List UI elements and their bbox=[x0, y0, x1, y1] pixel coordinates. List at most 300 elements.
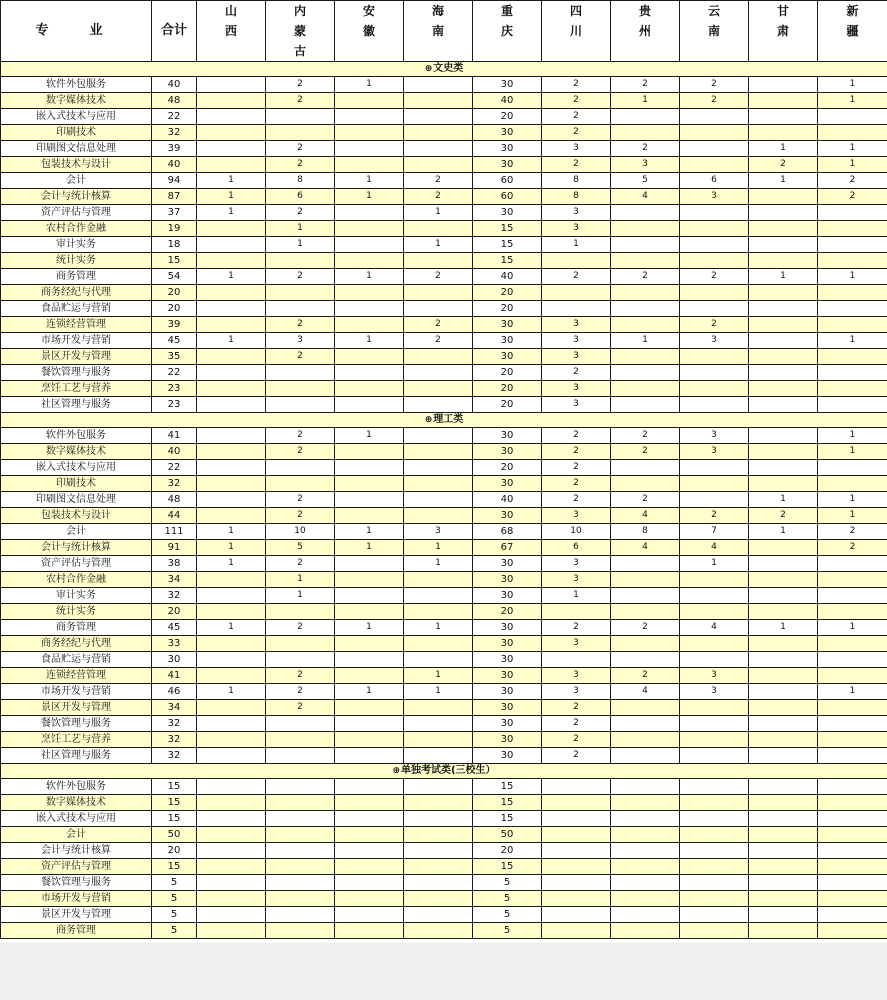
province-quota-cell bbox=[749, 923, 818, 939]
province-quota-cell bbox=[404, 779, 473, 795]
major-name: 会计 bbox=[1, 827, 152, 843]
major-name: 农村合作金融 bbox=[1, 572, 152, 588]
table-row bbox=[1, 141, 887, 157]
province-quota-cell: 2 bbox=[266, 668, 335, 684]
province-quota-cell: 5 bbox=[266, 540, 335, 556]
province-quota-cell: 1 bbox=[818, 333, 887, 349]
total-cell: 5 bbox=[152, 875, 197, 891]
total-cell: 5 bbox=[152, 891, 197, 907]
province-quota-cell: 4 bbox=[680, 540, 749, 556]
major-name: 软件外包服务 bbox=[1, 428, 152, 444]
province-quota-cell bbox=[749, 636, 818, 652]
province-quota-cell: 40 bbox=[473, 93, 542, 109]
province-quota-cell bbox=[404, 397, 473, 413]
province-quota-cell: 3 bbox=[542, 556, 611, 572]
province-quota-cell: 20 bbox=[473, 301, 542, 317]
province-quota-cell bbox=[404, 125, 473, 141]
province-quota-cell: 5 bbox=[473, 891, 542, 907]
province-quota-cell bbox=[404, 476, 473, 492]
total-cell: 20 bbox=[152, 843, 197, 859]
province-quota-cell bbox=[680, 157, 749, 173]
section-title: 理工类 bbox=[433, 414, 464, 425]
province-quota-cell: 3 bbox=[680, 189, 749, 205]
province-quota-cell: 20 bbox=[473, 109, 542, 125]
header-major: 专 业 bbox=[1, 1, 152, 62]
header-province bbox=[197, 1, 266, 62]
province-quota-cell bbox=[197, 508, 266, 524]
province-quota-cell: 2 bbox=[542, 700, 611, 716]
total-cell: 15 bbox=[152, 779, 197, 795]
table-row bbox=[1, 253, 887, 269]
province-quota-cell: 2 bbox=[611, 269, 680, 285]
province-quota-cell bbox=[818, 253, 887, 269]
province-quota-cell: 3 bbox=[542, 141, 611, 157]
province-quota-cell bbox=[542, 301, 611, 317]
section-title-cell[interactable] bbox=[1, 764, 887, 779]
province-quota-cell: 1 bbox=[818, 492, 887, 508]
header-province-char: 安 bbox=[362, 4, 375, 18]
total-cell: 15 bbox=[152, 859, 197, 875]
province-quota-cell bbox=[197, 301, 266, 317]
province-quota-cell bbox=[266, 125, 335, 141]
total-cell: 44 bbox=[152, 508, 197, 524]
province-quota-cell: 7 bbox=[680, 524, 749, 540]
expand-group-icon[interactable]: ⊕ bbox=[424, 64, 433, 74]
province-quota-cell bbox=[680, 221, 749, 237]
province-quota-cell: 2 bbox=[680, 269, 749, 285]
total-cell: 5 bbox=[152, 923, 197, 939]
province-quota-cell: 4 bbox=[611, 684, 680, 700]
province-quota-cell bbox=[404, 285, 473, 301]
province-quota-cell bbox=[335, 157, 404, 173]
province-quota-cell: 20 bbox=[473, 843, 542, 859]
province-quota-cell bbox=[749, 572, 818, 588]
major-name: 印刷图文信息处理 bbox=[1, 492, 152, 508]
province-quota-cell bbox=[749, 460, 818, 476]
total-cell: 18 bbox=[152, 237, 197, 253]
province-quota-cell bbox=[404, 492, 473, 508]
province-quota-cell bbox=[749, 109, 818, 125]
section-title-cell[interactable] bbox=[1, 413, 887, 428]
province-quota-cell bbox=[335, 779, 404, 795]
province-quota-cell: 30 bbox=[473, 444, 542, 460]
province-quota-cell: 6 bbox=[680, 173, 749, 189]
province-quota-cell bbox=[749, 77, 818, 93]
province-quota-cell bbox=[197, 125, 266, 141]
province-quota-cell: 30 bbox=[473, 572, 542, 588]
province-quota-cell: 3 bbox=[542, 397, 611, 413]
province-quota-cell: 1 bbox=[818, 93, 887, 109]
province-quota-cell: 1 bbox=[818, 684, 887, 700]
province-quota-cell: 1 bbox=[266, 572, 335, 588]
total-cell: 32 bbox=[152, 732, 197, 748]
province-quota-cell bbox=[404, 748, 473, 764]
province-quota-cell bbox=[818, 397, 887, 413]
province-quota-cell bbox=[818, 349, 887, 365]
province-quota-cell bbox=[335, 349, 404, 365]
total-cell: 20 bbox=[152, 285, 197, 301]
province-quota-cell: 15 bbox=[473, 795, 542, 811]
header-province bbox=[542, 1, 611, 62]
province-quota-cell bbox=[680, 843, 749, 859]
province-quota-cell bbox=[749, 285, 818, 301]
table-row bbox=[1, 748, 887, 764]
major-name: 市场开发与营销 bbox=[1, 684, 152, 700]
province-quota-cell: 30 bbox=[473, 476, 542, 492]
province-quota-cell bbox=[611, 716, 680, 732]
province-quota-cell bbox=[335, 492, 404, 508]
total-cell: 40 bbox=[152, 444, 197, 460]
total-cell: 41 bbox=[152, 668, 197, 684]
header-province-char: 新 bbox=[846, 4, 859, 18]
province-quota-cell: 5 bbox=[611, 173, 680, 189]
province-quota-cell: 2 bbox=[266, 141, 335, 157]
province-quota-cell bbox=[404, 253, 473, 269]
province-quota-cell: 30 bbox=[473, 636, 542, 652]
province-quota-cell bbox=[680, 732, 749, 748]
province-quota-cell bbox=[749, 428, 818, 444]
province-quota-cell: 2 bbox=[266, 684, 335, 700]
province-quota-cell bbox=[818, 109, 887, 125]
expand-group-icon[interactable]: ⊕ bbox=[424, 415, 433, 425]
province-quota-cell bbox=[335, 668, 404, 684]
province-quota-cell: 68 bbox=[473, 524, 542, 540]
province-quota-cell: 2 bbox=[266, 492, 335, 508]
province-quota-cell bbox=[680, 460, 749, 476]
province-quota-cell: 1 bbox=[749, 524, 818, 540]
province-quota-cell bbox=[335, 301, 404, 317]
province-quota-cell: 20 bbox=[473, 365, 542, 381]
province-quota-cell: 2 bbox=[749, 157, 818, 173]
table-row bbox=[1, 189, 887, 205]
province-quota-cell bbox=[818, 221, 887, 237]
province-quota-cell: 20 bbox=[473, 285, 542, 301]
province-quota-cell bbox=[335, 604, 404, 620]
province-quota-cell: 1 bbox=[611, 333, 680, 349]
table-row bbox=[1, 205, 887, 221]
province-quota-cell bbox=[197, 444, 266, 460]
table-row bbox=[1, 588, 887, 604]
province-quota-cell bbox=[197, 428, 266, 444]
province-quota-cell bbox=[404, 109, 473, 125]
province-quota-cell: 1 bbox=[404, 556, 473, 572]
table-row bbox=[1, 492, 887, 508]
province-quota-cell: 1 bbox=[818, 77, 887, 93]
province-quota-cell: 1 bbox=[542, 588, 611, 604]
table-row bbox=[1, 428, 887, 444]
province-quota-cell: 3 bbox=[680, 444, 749, 460]
province-quota-cell bbox=[680, 859, 749, 875]
province-quota-cell: 30 bbox=[473, 668, 542, 684]
table-row bbox=[1, 843, 887, 859]
total-cell: 22 bbox=[152, 109, 197, 125]
province-quota-cell bbox=[197, 77, 266, 93]
major-name: 餐饮管理与服务 bbox=[1, 716, 152, 732]
province-quota-cell bbox=[542, 811, 611, 827]
section-title: 文史类 bbox=[433, 63, 464, 74]
province-quota-cell: 15 bbox=[473, 221, 542, 237]
province-quota-cell bbox=[818, 811, 887, 827]
province-quota-cell bbox=[266, 907, 335, 923]
province-quota-cell: 1 bbox=[404, 668, 473, 684]
province-quota-cell bbox=[266, 109, 335, 125]
province-quota-cell bbox=[335, 365, 404, 381]
total-cell: 50 bbox=[152, 827, 197, 843]
table-row bbox=[1, 620, 887, 636]
total-cell: 34 bbox=[152, 700, 197, 716]
province-quota-cell bbox=[404, 700, 473, 716]
province-quota-cell: 2 bbox=[680, 508, 749, 524]
province-quota-cell: 8 bbox=[266, 173, 335, 189]
province-quota-cell bbox=[197, 636, 266, 652]
province-quota-cell bbox=[611, 700, 680, 716]
province-quota-cell bbox=[749, 588, 818, 604]
header-province-char: 山 bbox=[224, 4, 237, 18]
header-province bbox=[266, 1, 335, 62]
province-quota-cell: 1 bbox=[197, 205, 266, 221]
province-quota-cell: 2 bbox=[266, 157, 335, 173]
province-quota-cell: 3 bbox=[542, 349, 611, 365]
province-quota-cell bbox=[404, 221, 473, 237]
province-quota-cell: 1 bbox=[266, 588, 335, 604]
table-row bbox=[1, 381, 887, 397]
province-quota-cell bbox=[818, 668, 887, 684]
province-quota-cell: 30 bbox=[473, 349, 542, 365]
province-quota-cell bbox=[197, 843, 266, 859]
table-row bbox=[1, 875, 887, 891]
major-name: 印刷图文信息处理 bbox=[1, 141, 152, 157]
major-name: 数字媒体技术 bbox=[1, 795, 152, 811]
major-name: 资产评估与管理 bbox=[1, 556, 152, 572]
province-quota-cell bbox=[266, 732, 335, 748]
province-quota-cell bbox=[266, 923, 335, 939]
province-quota-cell bbox=[335, 923, 404, 939]
province-quota-cell bbox=[404, 141, 473, 157]
province-quota-cell: 1 bbox=[404, 540, 473, 556]
major-name: 资产评估与管理 bbox=[1, 205, 152, 221]
header-total: 合计 bbox=[152, 1, 197, 62]
province-quota-cell bbox=[680, 700, 749, 716]
header-province-char: 云 bbox=[707, 4, 720, 18]
province-quota-cell: 1 bbox=[335, 428, 404, 444]
province-quota-cell bbox=[335, 811, 404, 827]
province-quota-cell bbox=[680, 636, 749, 652]
province-quota-cell bbox=[266, 811, 335, 827]
total-cell: 32 bbox=[152, 125, 197, 141]
major-name: 商务管理 bbox=[1, 923, 152, 939]
province-quota-cell: 1 bbox=[197, 540, 266, 556]
province-quota-cell bbox=[404, 588, 473, 604]
province-quota-cell bbox=[680, 109, 749, 125]
province-quota-cell: 2 bbox=[542, 109, 611, 125]
province-quota-cell bbox=[749, 444, 818, 460]
header-province bbox=[335, 1, 404, 62]
province-quota-cell bbox=[197, 109, 266, 125]
province-quota-cell bbox=[611, 397, 680, 413]
province-quota-cell bbox=[266, 636, 335, 652]
province-quota-cell bbox=[404, 572, 473, 588]
expand-group-icon[interactable]: ⊕ bbox=[392, 766, 400, 776]
province-quota-cell bbox=[611, 795, 680, 811]
table-row bbox=[1, 301, 887, 317]
header-province-char: 古 bbox=[293, 44, 306, 58]
table-row bbox=[1, 859, 887, 875]
major-name: 包装技术与设计 bbox=[1, 157, 152, 173]
province-quota-cell bbox=[404, 827, 473, 843]
major-name: 连锁经营管理 bbox=[1, 317, 152, 333]
province-quota-cell: 1 bbox=[611, 93, 680, 109]
province-quota-cell bbox=[266, 476, 335, 492]
header-province-char: 蒙 bbox=[293, 24, 306, 38]
table-row bbox=[1, 827, 887, 843]
province-quota-cell bbox=[266, 604, 335, 620]
province-quota-cell: 1 bbox=[266, 221, 335, 237]
province-quota-cell bbox=[266, 827, 335, 843]
province-quota-cell: 2 bbox=[266, 205, 335, 221]
province-quota-cell: 15 bbox=[473, 811, 542, 827]
table-row bbox=[1, 732, 887, 748]
table-row bbox=[1, 700, 887, 716]
province-quota-cell: 30 bbox=[473, 508, 542, 524]
province-quota-cell bbox=[542, 859, 611, 875]
table-row bbox=[1, 460, 887, 476]
province-quota-cell: 2 bbox=[542, 476, 611, 492]
province-quota-cell: 1 bbox=[197, 269, 266, 285]
province-quota-cell bbox=[197, 492, 266, 508]
province-quota-cell bbox=[404, 93, 473, 109]
province-quota-cell: 8 bbox=[611, 524, 680, 540]
major-name: 餐饮管理与服务 bbox=[1, 365, 152, 381]
province-quota-cell bbox=[680, 716, 749, 732]
province-quota-cell bbox=[266, 381, 335, 397]
province-quota-cell bbox=[611, 732, 680, 748]
province-quota-cell bbox=[404, 732, 473, 748]
province-quota-cell bbox=[197, 891, 266, 907]
province-quota-cell bbox=[818, 652, 887, 668]
table-row bbox=[1, 317, 887, 333]
province-quota-cell: 15 bbox=[473, 779, 542, 795]
province-quota-cell bbox=[197, 285, 266, 301]
section-header-row bbox=[1, 62, 887, 77]
table-row bbox=[1, 779, 887, 795]
header-province-char: 川 bbox=[569, 24, 582, 38]
province-quota-cell bbox=[749, 301, 818, 317]
province-quota-cell bbox=[404, 381, 473, 397]
province-quota-cell bbox=[749, 748, 818, 764]
province-quota-cell bbox=[680, 205, 749, 221]
province-quota-cell bbox=[611, 779, 680, 795]
province-quota-cell bbox=[197, 157, 266, 173]
province-quota-cell bbox=[404, 811, 473, 827]
province-quota-cell bbox=[266, 875, 335, 891]
province-quota-cell: 4 bbox=[680, 620, 749, 636]
province-quota-cell: 6 bbox=[542, 540, 611, 556]
province-quota-cell: 2 bbox=[542, 732, 611, 748]
province-quota-cell bbox=[197, 221, 266, 237]
province-quota-cell bbox=[266, 652, 335, 668]
province-quota-cell bbox=[611, 125, 680, 141]
table-row bbox=[1, 684, 887, 700]
province-quota-cell bbox=[197, 779, 266, 795]
table-row bbox=[1, 109, 887, 125]
province-quota-cell bbox=[404, 77, 473, 93]
province-quota-cell: 2 bbox=[611, 620, 680, 636]
province-quota-cell bbox=[266, 795, 335, 811]
table-row bbox=[1, 221, 887, 237]
province-quota-cell bbox=[197, 237, 266, 253]
province-quota-cell: 2 bbox=[404, 173, 473, 189]
province-quota-cell bbox=[335, 141, 404, 157]
province-quota-cell bbox=[818, 572, 887, 588]
province-quota-cell: 2 bbox=[818, 173, 887, 189]
province-quota-cell bbox=[680, 652, 749, 668]
province-quota-cell: 2 bbox=[542, 77, 611, 93]
province-quota-cell bbox=[680, 891, 749, 907]
province-quota-cell: 2 bbox=[611, 77, 680, 93]
table-row bbox=[1, 93, 887, 109]
province-quota-cell: 1 bbox=[749, 173, 818, 189]
section-title-cell[interactable] bbox=[1, 62, 887, 77]
province-quota-cell: 2 bbox=[542, 620, 611, 636]
province-quota-cell bbox=[749, 540, 818, 556]
province-quota-cell: 1 bbox=[680, 556, 749, 572]
total-cell: 46 bbox=[152, 684, 197, 700]
province-quota-cell: 3 bbox=[542, 205, 611, 221]
province-quota-cell: 1 bbox=[818, 620, 887, 636]
province-quota-cell bbox=[749, 556, 818, 572]
province-quota-cell bbox=[197, 460, 266, 476]
province-quota-cell: 5 bbox=[473, 875, 542, 891]
province-quota-cell: 1 bbox=[197, 173, 266, 189]
table-row bbox=[1, 365, 887, 381]
province-quota-cell: 1 bbox=[197, 189, 266, 205]
province-quota-cell bbox=[197, 716, 266, 732]
major-name: 会计与统计核算 bbox=[1, 540, 152, 556]
province-quota-cell bbox=[749, 333, 818, 349]
province-quota-cell bbox=[197, 317, 266, 333]
total-cell: 48 bbox=[152, 93, 197, 109]
province-quota-cell: 1 bbox=[197, 333, 266, 349]
province-quota-cell: 2 bbox=[542, 716, 611, 732]
province-quota-cell bbox=[404, 716, 473, 732]
table-row bbox=[1, 333, 887, 349]
total-cell: 37 bbox=[152, 205, 197, 221]
province-quota-cell: 30 bbox=[473, 732, 542, 748]
total-cell: 22 bbox=[152, 365, 197, 381]
header-province bbox=[611, 1, 680, 62]
province-quota-cell bbox=[749, 843, 818, 859]
province-quota-cell: 2 bbox=[542, 157, 611, 173]
province-quota-cell bbox=[818, 604, 887, 620]
table-row bbox=[1, 285, 887, 301]
province-quota-cell bbox=[197, 859, 266, 875]
header-province-char: 肃 bbox=[776, 24, 789, 38]
province-quota-cell: 1 bbox=[335, 333, 404, 349]
province-quota-cell bbox=[611, 253, 680, 269]
province-quota-cell bbox=[680, 779, 749, 795]
table-row bbox=[1, 652, 887, 668]
major-name: 审计实务 bbox=[1, 588, 152, 604]
province-quota-cell: 60 bbox=[473, 173, 542, 189]
province-quota-cell bbox=[818, 859, 887, 875]
province-quota-cell: 2 bbox=[404, 189, 473, 205]
province-quota-cell: 1 bbox=[749, 492, 818, 508]
province-quota-cell bbox=[680, 125, 749, 141]
province-quota-cell bbox=[266, 859, 335, 875]
header-province-char: 庆 bbox=[500, 24, 513, 38]
major-name: 连锁经营管理 bbox=[1, 668, 152, 684]
province-quota-cell: 30 bbox=[473, 333, 542, 349]
